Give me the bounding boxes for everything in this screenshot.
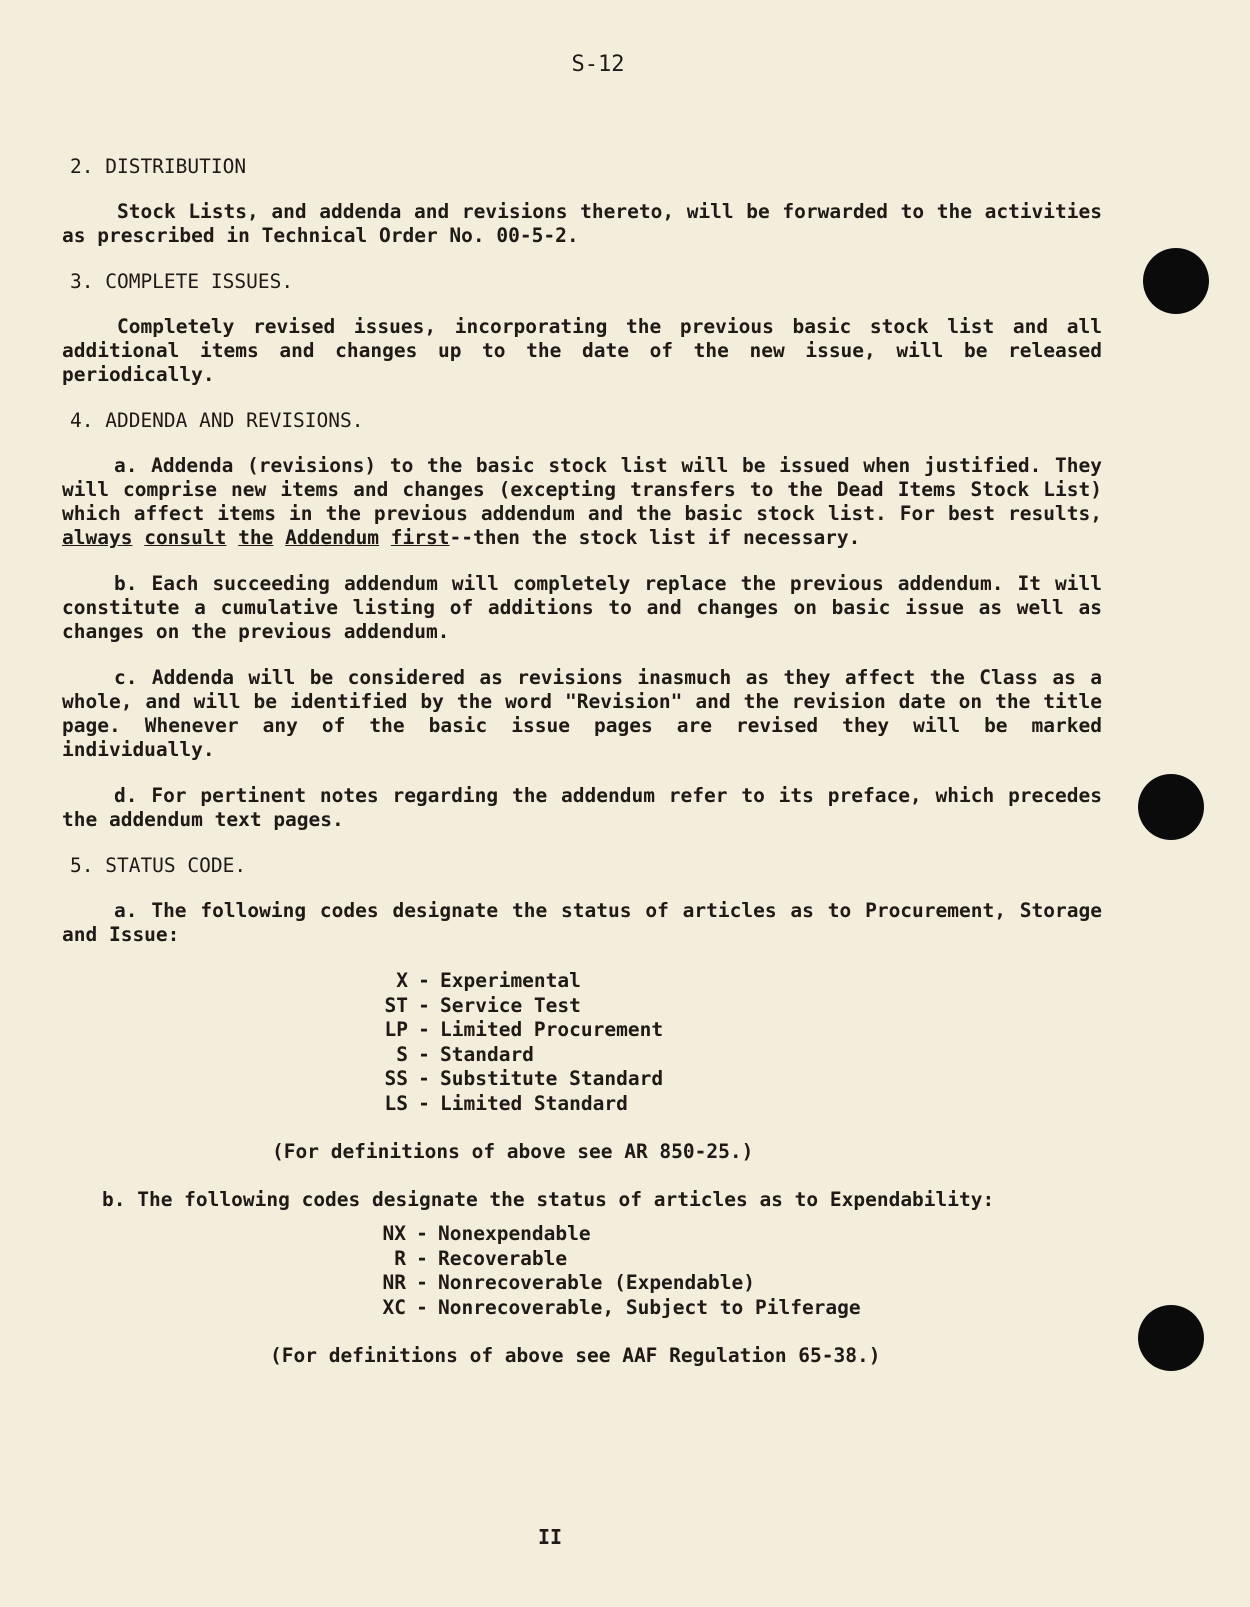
addenda-paragraph-b: b. Each succeeding addendum will completely replace the previous addendum. It will constitute a cumulative listing of additions to and changes on basic issue as well as changes on the previous addendum. xyxy=(62,572,1102,643)
section-heading-addenda: 4. ADDENDA AND REVISIONS. xyxy=(70,409,364,432)
page-content xyxy=(62,155,1102,1392)
code-key: ST xyxy=(384,993,408,1017)
code-key: LS xyxy=(384,1091,408,1115)
code-row: SS - Substitute Standard xyxy=(358,1067,1102,1092)
punch-hole-middle xyxy=(1138,774,1204,840)
expendability-definitions-note: (For definitions of above see AAF Regulation 65-38.) xyxy=(270,1344,881,1367)
code-label: Nonexpendable xyxy=(438,1222,591,1245)
code-label: Substitute Standard xyxy=(440,1067,664,1090)
code-row: NR - Nonrecoverable (Expendable) xyxy=(356,1271,1102,1296)
expendability-code-list xyxy=(62,1222,1102,1320)
code-row: LP - Limited Procurement xyxy=(358,1018,1102,1043)
code-key: LP xyxy=(384,1018,408,1041)
status-code-intro-b: b. The following codes designate the status of articles as to Expendability: xyxy=(102,1188,995,1211)
section-heading-distribution: 2. DISTRIBUTION xyxy=(70,155,247,178)
procurement-code-list xyxy=(62,969,1102,1116)
addenda-a-text: a. Addenda (revisions) to the basic stock list will be issued when justified. They will comprise new items and changes (excepting transfers to the Dead Items Stock List) which affect items in the previous addendum and the basic stock list. For best results, xyxy=(62,454,1102,525)
code-key: R xyxy=(394,1246,406,1270)
code-row: LS - Limited Standard xyxy=(358,1092,1102,1117)
section-heading-complete-issues: 3. COMPLETE ISSUES. xyxy=(70,270,294,293)
code-row: NX - Nonexpendable xyxy=(356,1222,1102,1247)
code-label: Nonrecoverable, Subject to Pilferage xyxy=(438,1295,861,1319)
addenda-a-emph-first: first xyxy=(390,526,450,549)
addenda-paragraph-c: c. Addenda will be considered as revisions inasmuch as they affect the Class as a whole, and will be identified by the word "Revision" and the revision date on the title page. Whenever any of the basic issue pages are revised they will be marked individually. xyxy=(62,666,1102,761)
addenda-paragraph-a xyxy=(62,454,1102,550)
addenda-a-emph-consult: consult xyxy=(144,526,227,549)
code-row: S - Standard xyxy=(358,1043,1102,1068)
distribution-paragraph: Stock Lists, and addenda and revisions thereto, will be forwarded to the activities as prescribed in Technical Order No. 00-5-2. xyxy=(62,200,1102,247)
code-label: Recoverable xyxy=(438,1246,568,1270)
code-label: Nonrecoverable (Expendable) xyxy=(438,1271,755,1294)
code-key: XC xyxy=(382,1295,406,1319)
page-number: II xyxy=(537,1525,563,1549)
code-row: R - Recoverable xyxy=(356,1247,1102,1272)
code-label: Limited Standard xyxy=(440,1091,628,1115)
code-key: X xyxy=(396,969,408,992)
code-label: Experimental xyxy=(440,969,581,992)
addenda-paragraph-d: d. For pertinent notes regarding the addendum refer to its preface, which precedes the addendum text pages. xyxy=(62,784,1102,831)
code-key: NR xyxy=(382,1271,406,1294)
code-label: Standard xyxy=(440,1042,534,1066)
complete-issues-paragraph: Completely revised issues, incorporating the previous basic stock list and all additional items and changes up to the date of the new issue, will be released periodically. xyxy=(62,315,1102,386)
code-row: ST - Service Test xyxy=(358,994,1102,1019)
status-code-intro-a: a. The following codes designate the status of articles as to Procurement, Storage and Issue: xyxy=(62,899,1102,946)
addenda-a-tail: --then the stock list if necessary. xyxy=(449,526,861,549)
code-row: X - Experimental xyxy=(358,969,1102,994)
addenda-a-emph-always: always xyxy=(62,526,133,549)
code-row: XC - Nonrecoverable, Subject to Pilferage xyxy=(356,1296,1102,1321)
code-key: NX xyxy=(382,1222,406,1245)
punch-hole-bottom xyxy=(1138,1305,1204,1371)
code-label: Limited Procurement xyxy=(440,1018,664,1041)
code-key: S xyxy=(396,1042,408,1066)
procurement-definitions-note: (For definitions of above see AR 850-25.) xyxy=(272,1140,754,1163)
addenda-a-emph-the: the xyxy=(238,526,274,549)
page-header: S-12 xyxy=(571,52,625,77)
punch-hole-top xyxy=(1143,248,1209,314)
section-heading-status-code: 5. STATUS CODE. xyxy=(70,854,247,877)
addenda-a-emph-addendum: Addendum xyxy=(285,526,380,549)
code-key: SS xyxy=(384,1067,408,1090)
code-label: Service Test xyxy=(440,993,581,1017)
